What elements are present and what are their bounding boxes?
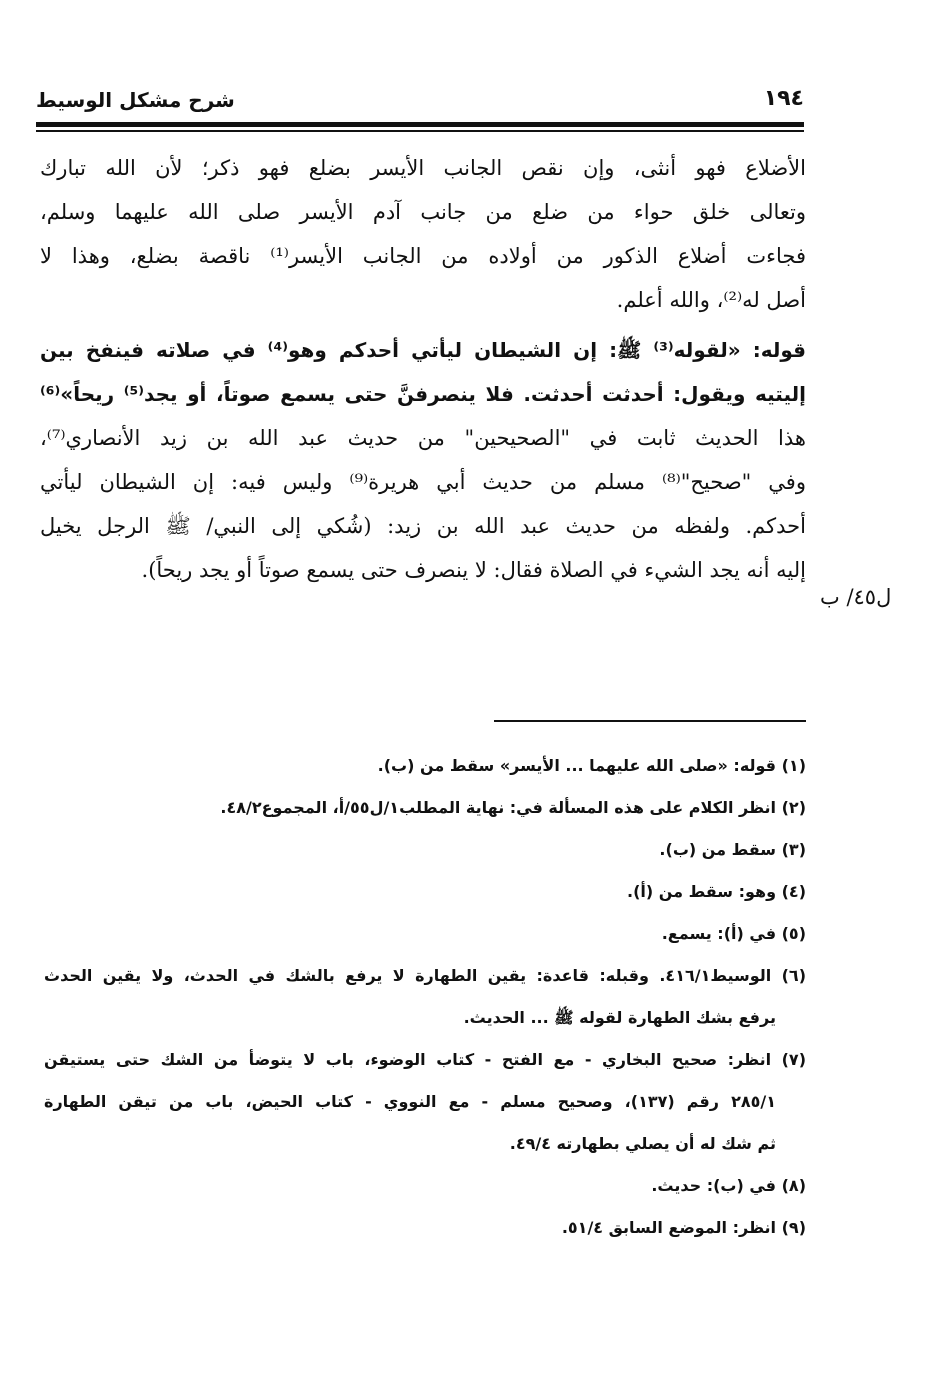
footnote: (٩) انظر: الموضع السابق ٥١/٤. bbox=[561, 1218, 806, 1237]
footnote: (٢) انظر الكلام على هذه المسألة في: نهاية المطلب١/ل٥٥/أ، المجموع٤٨/٢. bbox=[220, 798, 806, 817]
body-line: إليه أنه يجد الشيء في الصلاة فقال: لا ينصرف حتى يسمع صوتاً أو يجد ريحاً). bbox=[141, 558, 806, 582]
body-line: أحدكم. ولفظه من حديث عبد الله بن زيد: (شُكي إلى النبي/ ﷺ الرجل يخيل bbox=[40, 514, 806, 538]
body-line-quote: قوله: «لقوله⁽³⁾ ﷺ: إن الشيطان ليأتي أحدكم وهو⁽⁴⁾ في صلاته فينفخ بين bbox=[40, 338, 806, 362]
footnote: (٣) سقط من (ب). bbox=[659, 840, 806, 859]
footnote: (٤) وهو: سقط من (أ). bbox=[626, 882, 806, 901]
footnote-continuation: ٢٨٥/١ رقم (١٣٧)، وصحيح مسلم - مع النووي - كتاب الحيض، باب من تيقن الطهارة bbox=[44, 1092, 776, 1111]
body-line: هذا الحديث ثابت في "الصحيحين" من حديث عبد الله بن زيد الأنصاري⁽⁷⁾، bbox=[40, 426, 806, 450]
body-line: أصل له⁽²⁾، والله أعلم. bbox=[616, 288, 806, 312]
page-number: ١٩٤ bbox=[763, 86, 804, 111]
footnote: (٦) الوسيط٤١٦/١. وقبله: قاعدة: يقين الطهارة لا يرفع بالشك في الحدث، ولا يقين الحدث bbox=[44, 966, 806, 985]
running-title: شرح مشكل الوسيط bbox=[36, 88, 235, 112]
footnote-separator bbox=[494, 720, 806, 722]
footnotes bbox=[44, 745, 806, 1249]
manuscript-folio-note: ل٤٥/ ب bbox=[820, 585, 892, 609]
body-line: الأضلاع فهو أنثى، وإن نقص الجانب الأيسر بضلع فهو ذكر؛ لأن الله تبارك bbox=[40, 156, 806, 180]
footnote: (١) قوله: «صلى الله عليهما ... الأيسر» سقط من (ب). bbox=[377, 756, 806, 775]
main-text bbox=[40, 146, 806, 592]
body-line: وتعالى خلق حواء من ضلع من جانب آدم الأيسر صلى الله عليهما وسلم، bbox=[40, 200, 806, 224]
footnote-continuation: ثم شك له أن يصلي بطهارته ٤٩/٤. bbox=[509, 1134, 776, 1153]
body-line: فجاءت أضلاع الذكور من أولاده من الجانب الأيسر⁽¹⁾ ناقصة بضلع، وهذا لا bbox=[40, 244, 806, 268]
footnote-continuation: يرفع بشك الطهارة لقوله ﷺ ... الحديث. bbox=[463, 1008, 776, 1027]
footnote: (٨) في (ب): حديث. bbox=[651, 1176, 806, 1195]
footnote: (٥) في (أ): يسمع. bbox=[661, 924, 806, 943]
header-rule-thick bbox=[36, 122, 804, 127]
running-header bbox=[36, 84, 804, 120]
header-rule-thin bbox=[36, 130, 804, 132]
body-line-quote: إليتيه ويقول: أحدثت أحدثت. فلا ينصرفنَّ حتى يسمع صوتاً، أو يجد⁽⁵⁾ ريحاً»⁽⁶⁾ bbox=[40, 382, 806, 406]
body-line: وفي "صحيح"⁽⁸⁾ مسلم من حديث أبي هريرة⁽⁹⁾ وليس فيه: إن الشيطان ليأتي bbox=[40, 470, 806, 494]
footnote: (٧) انظر: صحيح البخاري - مع الفتح - كتاب الوضوء، باب لا يتوضأ من الشك حتى يستيقن bbox=[44, 1050, 806, 1069]
